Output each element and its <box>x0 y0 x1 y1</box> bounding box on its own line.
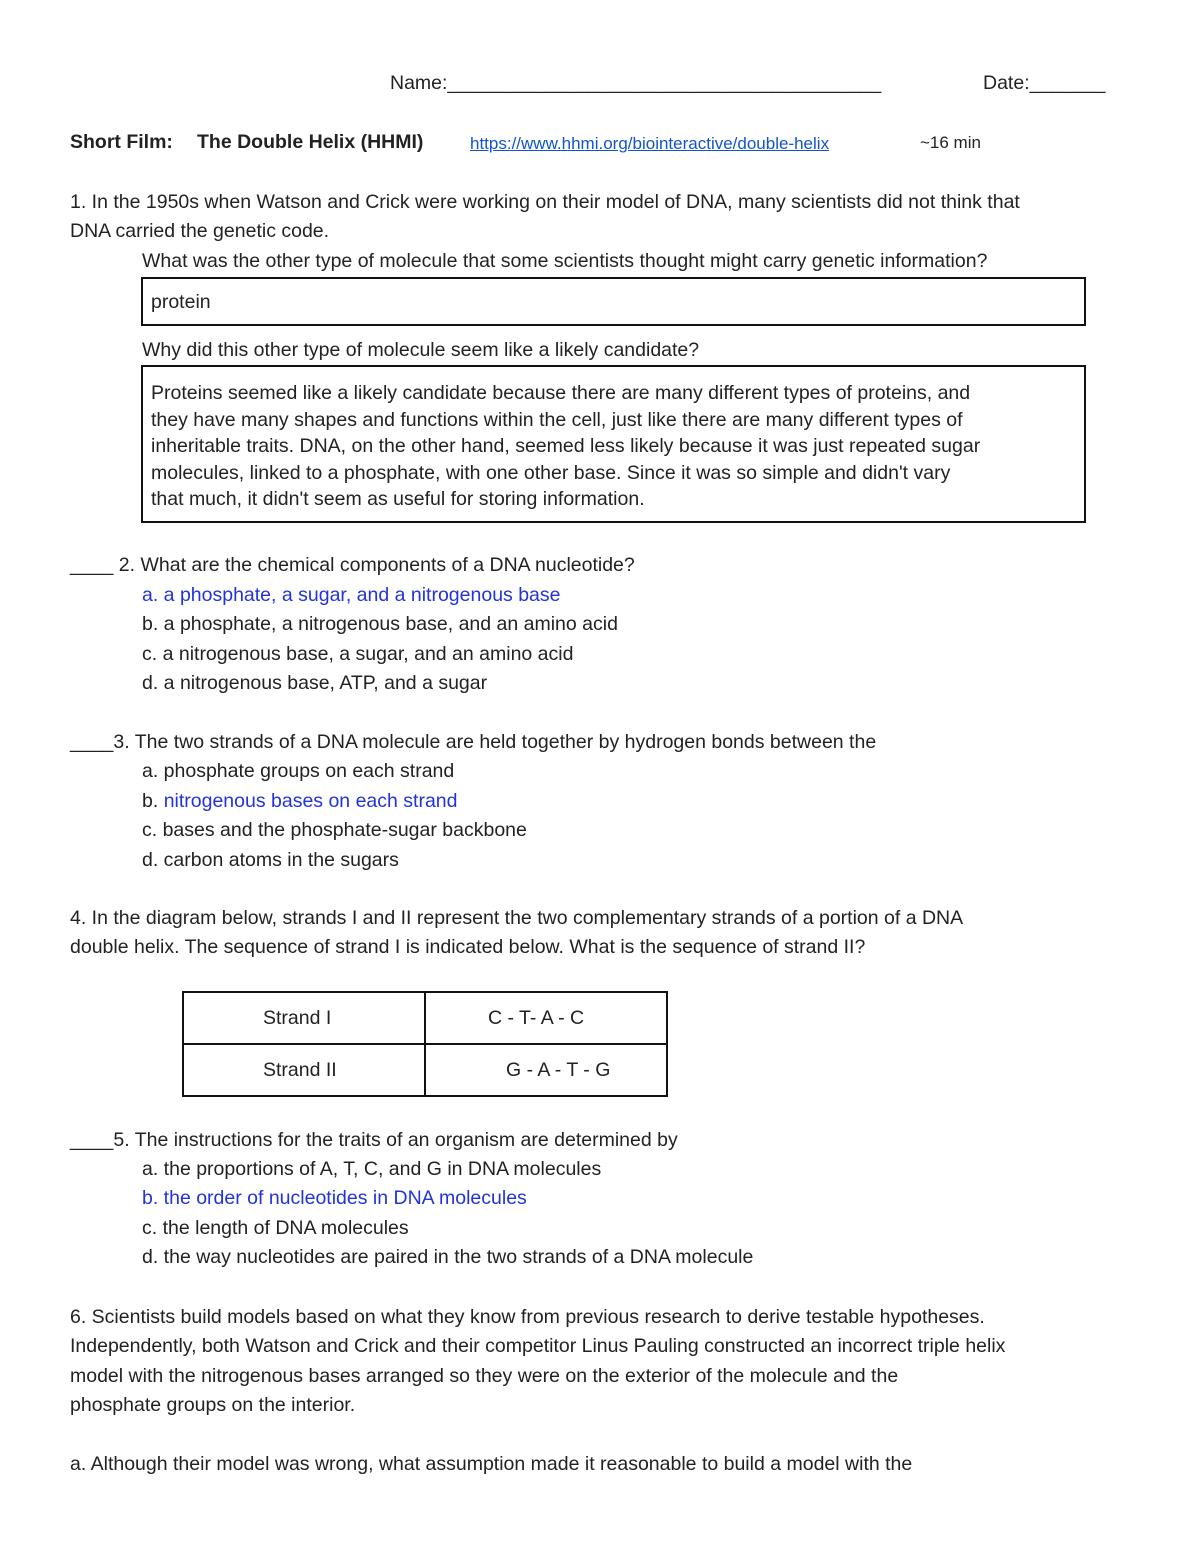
q3-option-d[interactable]: d. carbon atoms in the sugars <box>142 849 399 871</box>
film-title: The Double Helix (HHMI) <box>197 131 424 153</box>
q2-option-c[interactable]: c. a nitrogenous base, a sugar, and an amino acid <box>142 643 574 665</box>
q5-option-c[interactable]: c. the length of DNA molecules <box>142 1217 409 1239</box>
q3-option-a[interactable]: a. phosphate groups on each strand <box>142 760 455 782</box>
film-duration: ~16 min <box>920 133 981 152</box>
strand-sequence[interactable]: G - A - T - G <box>425 1044 667 1096</box>
q1-answer-a-box[interactable] <box>141 277 1086 326</box>
film-link[interactable]: https://www.hhmi.org/biointeractive/double-helix <box>470 134 830 153</box>
q1-answer-a: protein <box>151 291 211 313</box>
strand-table <box>182 991 668 1097</box>
table-row <box>183 1044 667 1096</box>
q1-prompt-line-1: 1. In the 1950s when Watson and Crick were working on their model of DNA, many scientists did not think that <box>70 191 1020 213</box>
q2-prompt: ____ 2. What are the chemical components of a DNA nucleotide? <box>70 554 635 576</box>
name-field[interactable]: Name:________________________________________ <box>390 72 882 94</box>
q5-option-d[interactable]: d. the way nucleotides are paired in the two strands of a DNA molecule <box>142 1246 754 1268</box>
q5-prompt: ____5. The instructions for the traits of an organism are determined by <box>70 1129 678 1151</box>
strand-label: Strand II <box>183 1044 425 1096</box>
strand-sequence: C - T- A - C <box>425 992 667 1044</box>
q2-option-a[interactable]: a. a phosphate, a sugar, and a nitrogenous base <box>142 584 561 606</box>
q3-option-c[interactable]: c. bases and the phosphate-sugar backbone <box>142 819 527 841</box>
q1-prompt-line-2: DNA carried the genetic code. <box>70 220 330 242</box>
q6-prompt-line-1: 6. Scientists build models based on what they know from previous research to derive testable hypotheses. <box>70 1306 985 1328</box>
q1-answer-b-line: they have many shapes and functions within the cell, just like there are many different types of <box>151 408 963 431</box>
q3-option-b[interactable] <box>142 786 457 816</box>
date-field[interactable]: Date:_______ <box>983 72 1106 94</box>
table-row <box>183 992 667 1044</box>
q3-prompt: ____3. The two strands of a DNA molecule are held together by hydrogen bonds between the <box>70 731 877 753</box>
title-label: Short Film: <box>70 131 173 153</box>
q2-option-d[interactable]: d. a nitrogenous base, ATP, and a sugar <box>142 672 488 694</box>
q1-sub-a: What was the other type of molecule that some scientists thought might carry genetic information? <box>142 250 988 272</box>
q2-option-b[interactable]: b. a phosphate, a nitrogenous base, and an amino acid <box>142 613 618 635</box>
strand-label: Strand I <box>183 992 425 1044</box>
q1-sub-b: Why did this other type of molecule seem like a likely candidate? <box>142 339 700 361</box>
q1-answer-b-line: inheritable traits. DNA, on the other hand, seemed less likely because it was just repeated sugar <box>151 435 981 457</box>
q1-answer-b-line: Proteins seemed like a likely candidate because there are many different types of proteins, and <box>151 382 971 404</box>
q3-option-b-text: nitrogenous bases on each strand <box>163 790 458 812</box>
q4-prompt-line-2: double helix. The sequence of strand I is indicated below. What is the sequence of strand II? <box>70 936 866 958</box>
q4-prompt-line-1: 4. In the diagram below, strands I and II represent the two complementary strands of a portion of a DNA <box>70 907 964 929</box>
q1-answer-b-box[interactable] <box>141 365 1086 523</box>
q5-option-b[interactable]: b. the order of nucleotides in DNA molecules <box>142 1187 527 1209</box>
q6-prompt-line-3: model with the nitrogenous bases arranged so they were on the exterior of the molecule and the <box>70 1365 899 1387</box>
q6-prompt-line-4: phosphate groups on the interior. <box>70 1394 356 1416</box>
q6-prompt-line-2: Independently, both Watson and Crick and their competitor Linus Pauling constructed an incorrect triple helix <box>70 1335 1006 1357</box>
q1-answer-b-line: molecules, linked to a phosphate, with one other base. Since it was so simple and didn't vary <box>151 461 951 484</box>
q5-option-a[interactable]: a. the proportions of A, T, C, and G in DNA molecules <box>142 1158 602 1180</box>
q1-answer-b-line: that much, it didn't seem as useful for storing information. <box>151 488 645 510</box>
q6-sub-a: a. Although their model was wrong, what assumption made it reasonable to build a model with the <box>70 1453 913 1475</box>
q3-option-b-letter: b. <box>142 790 159 812</box>
